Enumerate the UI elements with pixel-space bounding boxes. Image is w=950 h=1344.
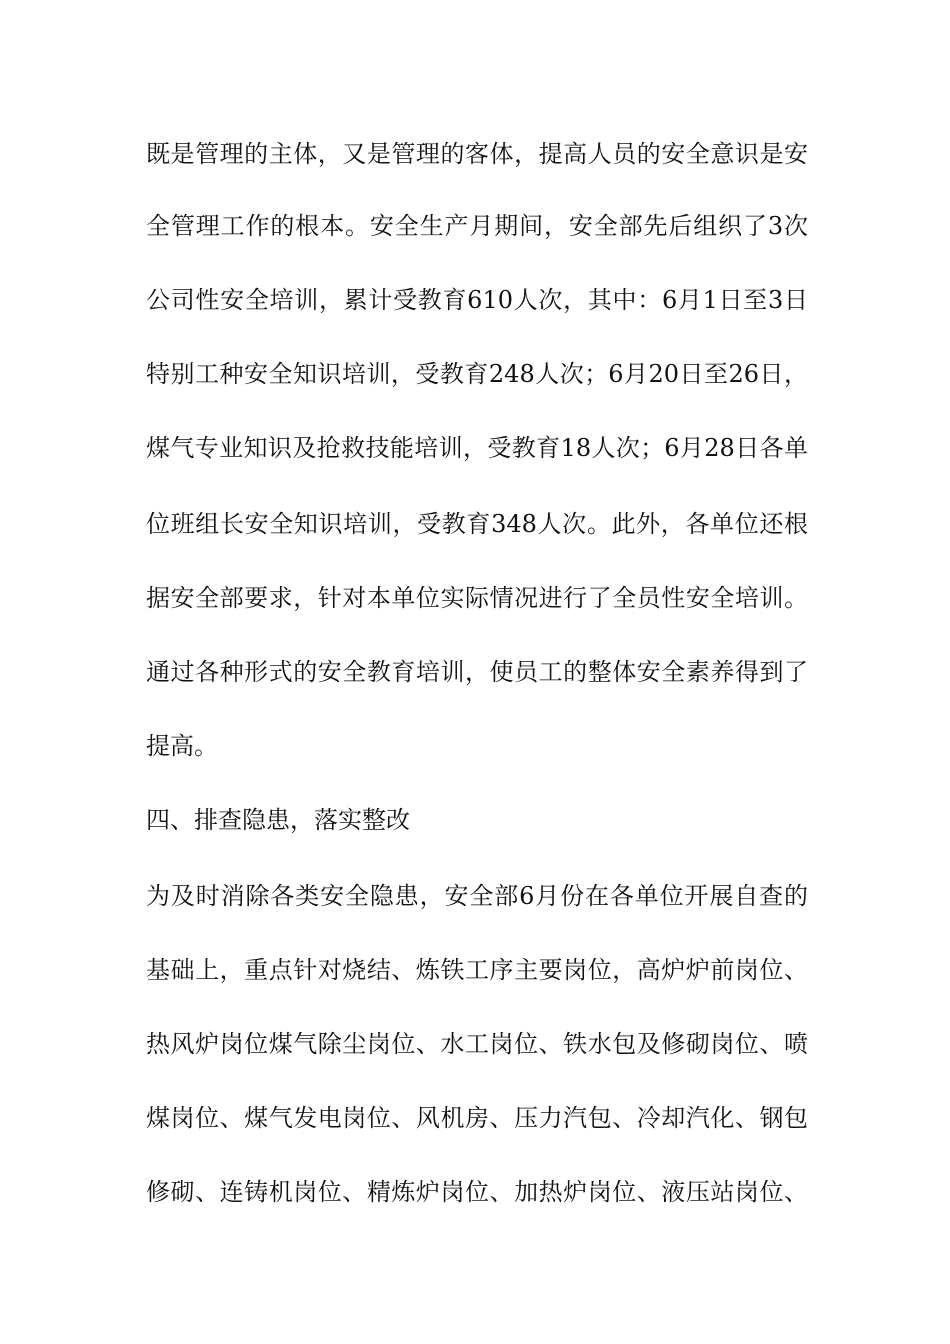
section-heading: 四、排查隐患，落实整改 [146,806,410,834]
paragraph-line: 为及时消除各类安全隐患，安全部6月份在各单位开展自查的 [146,882,808,910]
paragraph-line: 既是管理的主体，又是管理的客体，提高人员的安全意识是安 [146,140,808,168]
paragraph-line: 煤岗位、煤气发电岗位、风机房、压力汽包、冷却汽化、钢包 [146,1104,808,1132]
paragraph-line: 修砌、连铸机岗位、精炼炉岗位、加热炉岗位、液压站岗位、 [146,1178,808,1206]
paragraph-line: 通过各种形式的安全教育培训，使员工的整体安全素养得到了 [146,658,808,686]
paragraph-line: 基础上，重点针对烧结、炼铁工序主要岗位，高炉炉前岗位、 [146,956,808,984]
paragraph-line-last: 提高。 [146,732,218,760]
paragraph-line: 全管理工作的根本。安全生产月期间，安全部先后组织了3次 [146,212,808,240]
paragraph-line: 公司性安全培训，累计受教育610人次，其中：6月1日至3日 [146,286,808,314]
paragraph-line: 位班组长安全知识培训，受教育348人次。此外，各单位还根 [146,510,808,538]
paragraph-line: 热风炉岗位煤气除尘岗位、水工岗位、铁水包及修砌岗位、喷 [146,1030,808,1058]
paragraph-line: 煤气专业知识及抢救技能培训，受教育18人次；6月28日各单 [146,434,808,462]
paragraph-line: 特别工种安全知识培训，受教育248人次；6月20日至26日， [146,360,808,388]
paragraph-line: 据安全部要求，针对本单位实际情况进行了全员性安全培训。 [146,584,808,612]
